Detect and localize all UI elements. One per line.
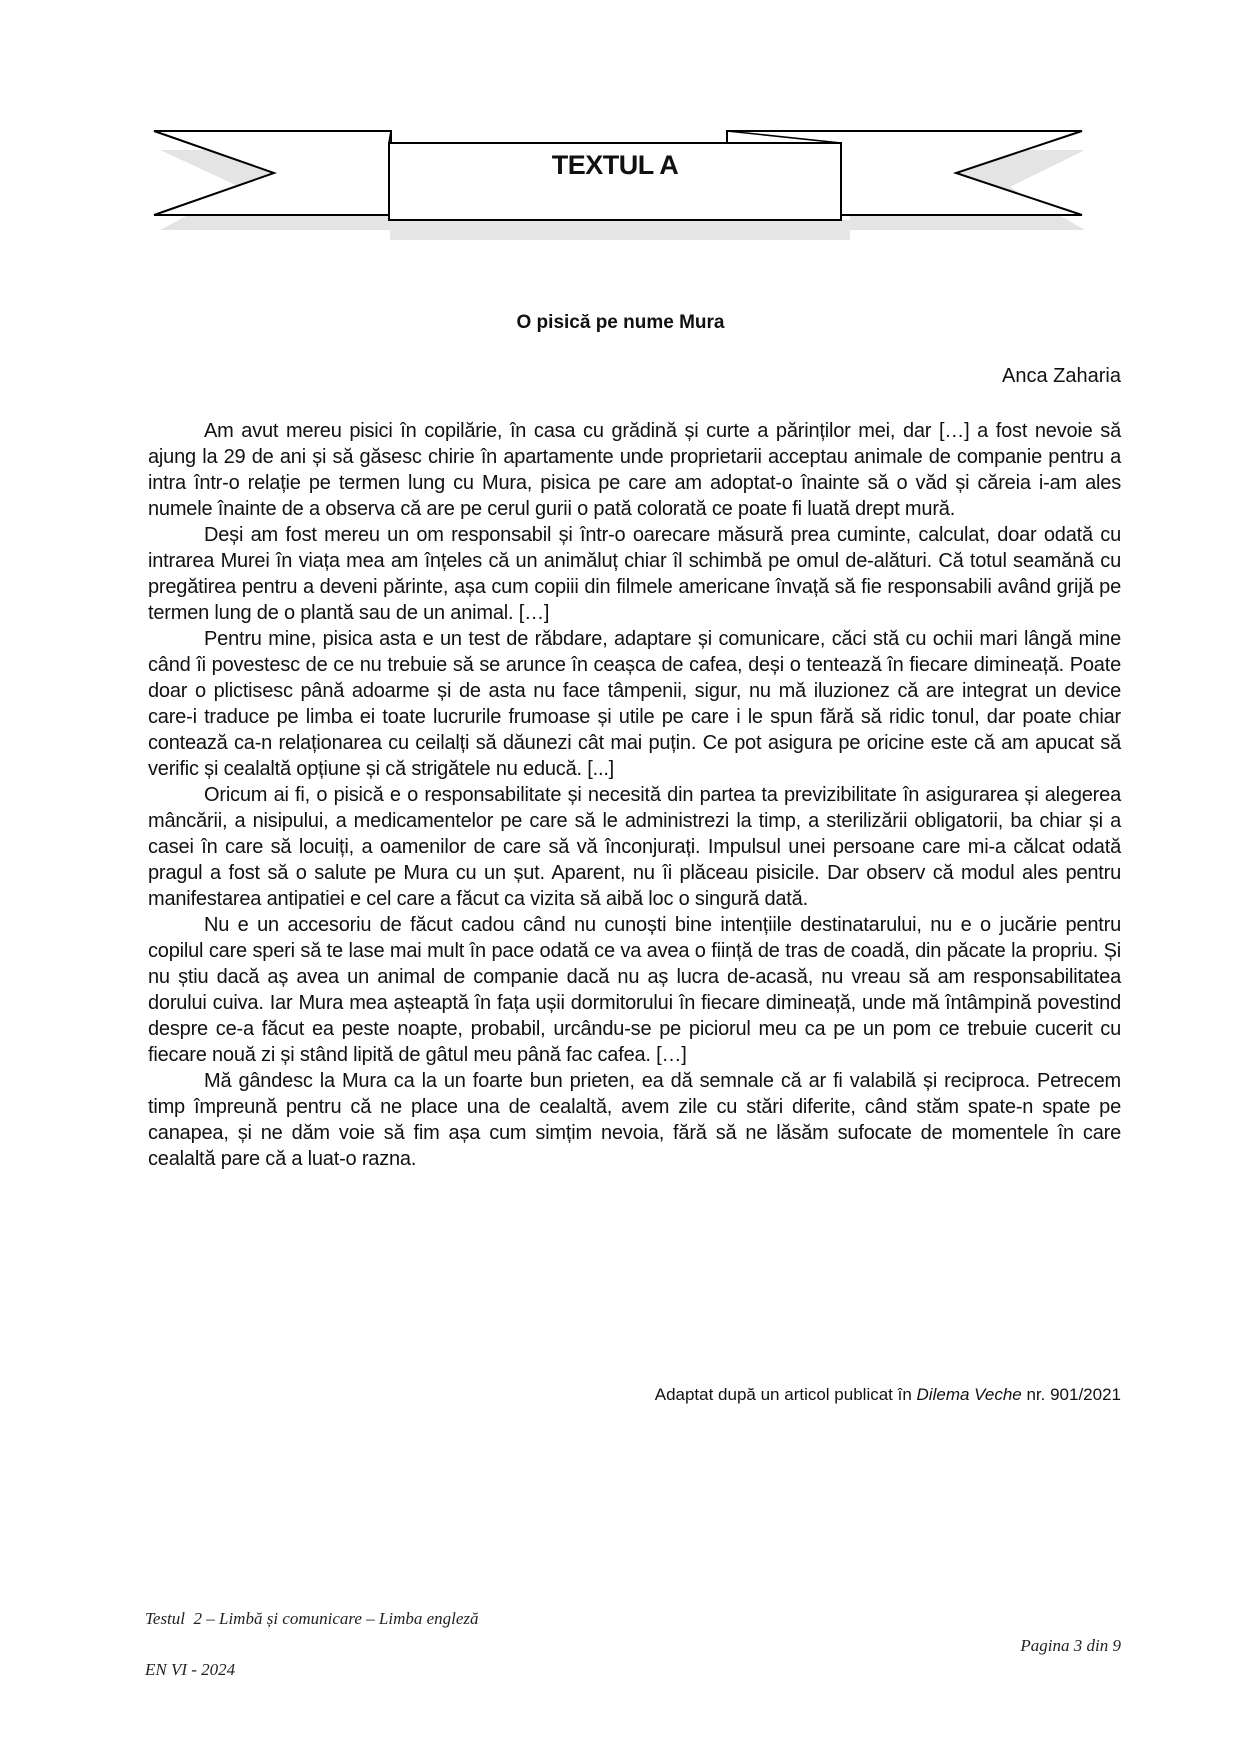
footer-page-number: Pagina 3 din 9 bbox=[1020, 1636, 1121, 1655]
footer-exam-code: EN VI - 2024 bbox=[145, 1660, 236, 1679]
paragraph: Oricum ai fi, o pisică e o responsabilitate și necesită din partea ta previzibilitate în asigurarea și alegerea mâncării, a nisipului, a medicamentelor pe care să le administrezi la timp, a sterilizării obligatorii, ba chiar și a casei în care să locuiți, a oamenilor de care să vă înconjurați. Impulsul unei persoane care mi-a călcat odată pragul a fost să o salute pe Mura cu un șut. Aparent, nu îi plăceau pisicile. Dar observ că modul ales pentru manifestarea antipatiei e cel care a făcut ca vizita să aibă loc o singură dată. bbox=[148, 784, 1121, 910]
source-publication: Dilema Veche bbox=[916, 1385, 1022, 1404]
article-author: Anca Zaharia bbox=[1002, 365, 1121, 387]
paragraph: Deși am fost mereu un om responsabil și într-o oarecare măsură prea cuminte, calculat, doar odată cu intrarea Murei în viața mea am înțeles că un animăluț chiar îl schimbă pe omul de-alături. Că totul seamănă cu pregătirea pentru a deveni părinte, așa cum copiii din filmele americane învață să fie responsabili având grijă pe termen lung de o plantă sau de un animal. […] bbox=[148, 524, 1121, 624]
source-suffix: nr. 901/2021 bbox=[1021, 1385, 1121, 1404]
footer-test-line: Testul 2 – Limbă și comunicare – Limba engleză bbox=[145, 1609, 479, 1628]
paragraph: Mă gândesc la Mura ca la un foarte bun prieten, ea dă semnale că ar fi valabilă și reciproca. Petrecem timp împreună pentru că ne place una de cealaltă, avem zile cu stări diferite, când stăm spate-n spate pe canapea, și ne dăm voie să fim așa cum simțim nevoia, fără să ne lăsăm sufocate de momentele în care cealaltă pare că a luat-o razna. bbox=[148, 1070, 1121, 1170]
source-prefix: Adaptat după un articol publicat în bbox=[654, 1385, 917, 1404]
section-heading: TEXTUL A bbox=[551, 150, 679, 180]
article-title: O pisică pe nume Mura bbox=[516, 312, 725, 333]
paragraph: Pentru mine, pisica asta e un test de răbdare, adaptare și comunicare, căci stă cu ochii mari lângă mine când îi povestesc de ce nu trebuie să se arunce în ceașca de cafea, deși o tentează în fiecare dimineață. Poate doar o plictisesc până adoarme și de asta nu face tâmpenii, sigur, nu mă iluzionez că are integrat un device care-i traduce pe limba ei toate lucrurile frumoase și utile pe care i le spun fără să ridic tonul, dar poate chiar contează ca-n relaționarea cu ceilalți să dăunezi cât mai puțin. Ce pot asigura pe oricine este că am apucat să verific și cealaltă opțiune și că strigătele nu educă. [...] bbox=[148, 628, 1121, 780]
paragraph: Am avut mereu pisici în copilărie, în casa cu grădină și curte a părinților mei, dar […] a fost nevoie să ajung la 29 de ani și să găsesc chirie în apartamente unde proprietarii acceptau animale de companie pentru a intra într-o relație pe termen lung cu Mura, pisica pe care am adoptat-o înainte să o văd și căreia i-am ales numele înainte de a observa că are pe cerul gurii o pată colorată ce poate fi luată drept mură. bbox=[148, 420, 1121, 520]
article-body bbox=[148, 418, 1121, 1172]
paragraph: Nu e un accesoriu de făcut cadou când nu cunoști bine intențiile destinatarului, nu e o jucărie pentru copilul care speri să te lase mai mult în pace odată ce va avea o ființă de tras de coadă, din păcate la propriu. Și nu știu dacă aș avea un animal de companie dacă nu aș lucra de-acasă, nu vreau să am responsabilitatea dorului cuiva. Iar Mura mea așteaptă în fața ușii dormitorului în fiecare dimineață, unde mă întâmpină povestind despre ce-a făcut ea peste noapte, probabil, urcându-se pe piciorul meu ca pe un pom ce trebuie cucerit cu fiecare nouă zi și stând lipită de gâtul meu până fac cafea. […] bbox=[148, 914, 1121, 1066]
source-citation bbox=[655, 1385, 1121, 1405]
